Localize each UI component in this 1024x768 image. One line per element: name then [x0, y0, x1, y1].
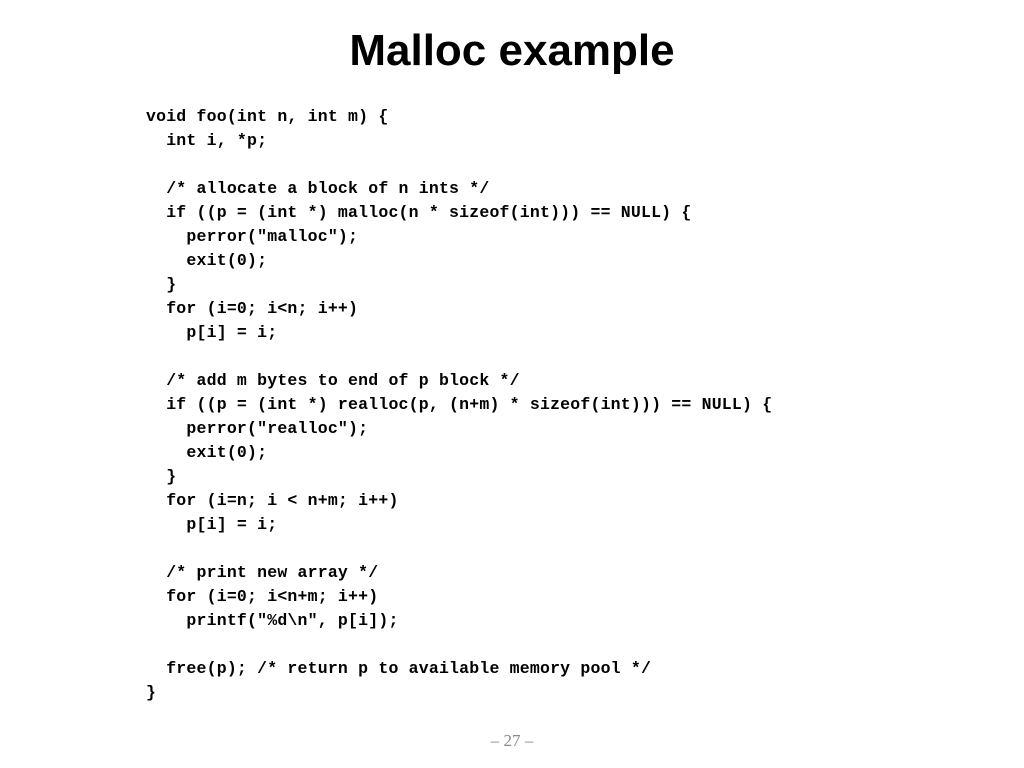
- code-line: [146, 633, 772, 657]
- code-line: [146, 153, 772, 177]
- code-line: perror("realloc");: [146, 419, 369, 438]
- code-line: for (i=n; i < n+m; i++): [146, 491, 399, 510]
- code-line: for (i=0; i<n; i++): [146, 299, 359, 318]
- code-line: p[i] = i;: [146, 515, 278, 534]
- code-line: for (i=0; i<n+m; i++): [146, 587, 379, 606]
- code-line: free(p); /* return p to available memory pool */: [146, 659, 652, 678]
- code-line: if ((p = (int *) malloc(n * sizeof(int))) == NULL) {: [146, 203, 692, 222]
- code-listing: [146, 105, 772, 705]
- code-line: exit(0);: [146, 251, 268, 270]
- code-line: }: [146, 683, 157, 702]
- code-line: [146, 345, 772, 369]
- code-line: int i, *p;: [146, 131, 268, 150]
- code-line: void foo(int n, int m) {: [146, 107, 389, 126]
- code-line: printf("%d\n", p[i]);: [146, 611, 399, 630]
- code-line: exit(0);: [146, 443, 268, 462]
- code-line: }: [146, 467, 177, 486]
- code-line: }: [146, 275, 177, 294]
- code-line: [146, 537, 772, 561]
- page-number: – 27 –: [490, 731, 534, 750]
- code-line: /* allocate a block of n ints */: [146, 179, 490, 198]
- code-line: /* add m bytes to end of p block */: [146, 371, 520, 390]
- code-line: perror("malloc");: [146, 227, 359, 246]
- page-title: Malloc example: [349, 26, 675, 75]
- code-line: if ((p = (int *) realloc(p, (n+m) * sizeof(int))) == NULL) {: [146, 395, 773, 414]
- code-line: p[i] = i;: [146, 323, 278, 342]
- code-line: /* print new array */: [146, 563, 379, 582]
